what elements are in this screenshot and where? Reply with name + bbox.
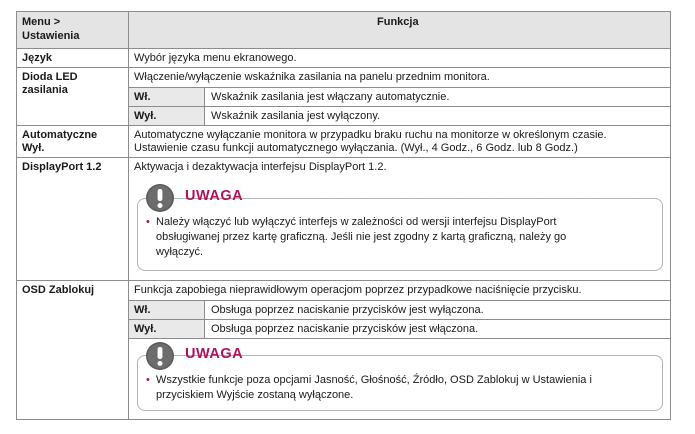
row-desc-auto-line1: Automatyczne wyłączanie monitora w przypadku braku ruchu na monitorze w określonym czasie. bbox=[134, 129, 607, 141]
option-row bbox=[129, 107, 670, 125]
row-divider bbox=[129, 338, 670, 339]
row-divider bbox=[17, 125, 670, 126]
row-label-auto-line2: Wył. bbox=[22, 142, 45, 154]
option-label-cell bbox=[129, 320, 205, 338]
row-divider bbox=[17, 280, 670, 281]
note-title: UWAGA bbox=[185, 188, 244, 204]
option-row bbox=[129, 320, 670, 338]
note-title: UWAGA bbox=[185, 346, 244, 362]
option-label-cell bbox=[129, 88, 205, 106]
table-header bbox=[17, 12, 670, 49]
header-funkcja: Funkcja bbox=[377, 16, 419, 28]
option-label: Wł. bbox=[134, 304, 151, 316]
option-row bbox=[129, 301, 670, 319]
option-label-cell bbox=[129, 107, 205, 125]
option-label: Wł. bbox=[134, 91, 151, 103]
row-label-jezyk: Język bbox=[22, 52, 52, 64]
row-label-osd: OSD Zablokuj bbox=[22, 284, 95, 296]
option-label-cell bbox=[129, 301, 205, 319]
row-divider bbox=[17, 67, 670, 68]
header-menu-line2: Ustawienia bbox=[22, 30, 80, 42]
settings-table bbox=[16, 11, 671, 420]
bullet-icon: • bbox=[146, 374, 150, 386]
option-row bbox=[129, 88, 670, 106]
row-label-dioda-line1: Dioda LED bbox=[22, 71, 78, 83]
row-desc-auto-line2: Ustawienie czasu funkcji automatycznego wyłączania. (Wył., 4 Godz., 6 Godz. lub 8 Godz.) bbox=[134, 142, 578, 154]
option-desc: Obsługa poprzez naciskanie przycisków jest wyłączona. bbox=[211, 304, 484, 316]
row-desc-osd: Funkcja zapobiega nieprawidłowym operacjom poprzez przypadkowe naciśnięcie przycisku. bbox=[134, 284, 582, 296]
note-text-line: Wszystkie funkcje poza opcjami Jasność, Głośność, Źródło, OSD Zablokuj w Ustawienia i bbox=[156, 374, 592, 386]
option-desc: Wskaźnik zasilania jest wyłączony. bbox=[211, 110, 381, 122]
row-label-displayport: DisplayPort 1.2 bbox=[22, 161, 102, 173]
header-menu-line1: Menu > bbox=[22, 16, 61, 28]
option-desc: Obsługa poprzez naciskanie przycisków jest włączona. bbox=[211, 323, 479, 335]
note-text-line: Należy włączyć lub wyłączyć interfejs w zależności od wersji interfejsu DisplayPort bbox=[156, 216, 557, 228]
row-label-auto-line1: Automatyczne bbox=[22, 129, 98, 141]
option-label: Wył. bbox=[134, 323, 157, 335]
row-desc-displayport: Aktywacja i dezaktywacja interfejsu DisplayPort 1.2. bbox=[134, 161, 387, 173]
option-desc: Wskaźnik zasilania jest włączany automatycznie. bbox=[211, 91, 450, 103]
note-text-line: wyłączyć. bbox=[156, 246, 204, 258]
row-desc-jezyk: Wybór języka menu ekranowego. bbox=[134, 52, 297, 64]
row-label-dioda-line2: zasilania bbox=[22, 84, 68, 96]
warning-icon bbox=[145, 183, 175, 213]
bullet-icon: • bbox=[146, 216, 150, 228]
row-divider bbox=[17, 157, 670, 158]
row-desc-dioda: Włączenie/wyłączenie wskaźnika zasilania na panelu przednim monitora. bbox=[134, 71, 490, 83]
note-text-line: przyciskiem Wyjście zostaną wyłączone. bbox=[156, 389, 354, 401]
column-divider bbox=[128, 12, 129, 419]
note-text-line: obsługiwanej przez kartę graficzną. Jeśli nie jest zgodny z kartą graficzną, należy go bbox=[156, 231, 567, 243]
option-label: Wył. bbox=[134, 110, 157, 122]
warning-icon bbox=[145, 341, 175, 371]
